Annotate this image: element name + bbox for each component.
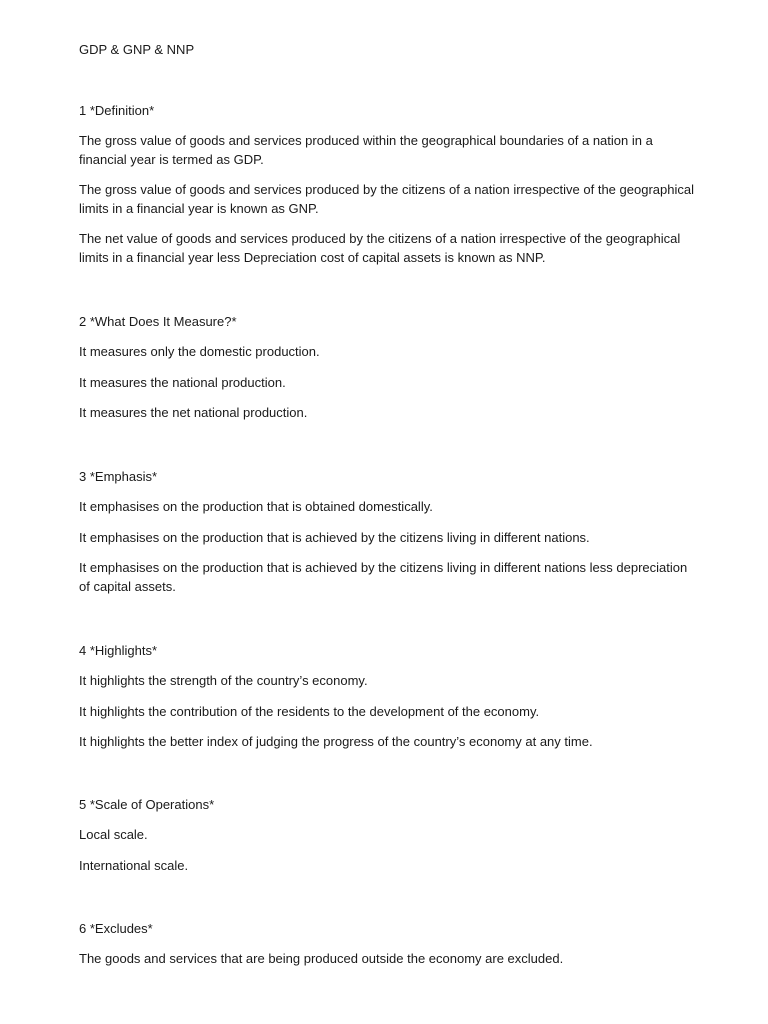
- scale-local: Local scale.: [79, 827, 148, 842]
- section-definition: [79, 102, 699, 267]
- emphasis-gdp: It emphasises on the production that is obtained domestically.: [79, 499, 433, 514]
- emphasis-gnp: It emphasises on the production that is achieved by the citizens living in different nations.: [79, 529, 590, 545]
- section-what-does-it-measure: [79, 313, 699, 423]
- document-title: GDP & GNP & NNP: [79, 42, 195, 57]
- definition-gdp: The gross value of goods and services produced within the geographical boundaries of a nation in a financial year is termed as GDP.: [79, 133, 653, 167]
- section-emphasis: [79, 468, 699, 596]
- excludes-gdp: The goods and services that are being produced outside the economy are excluded.: [79, 951, 564, 966]
- section-heading: 5 *Scale of Operations*: [79, 797, 215, 812]
- section-heading: 3 *Emphasis*: [79, 469, 158, 484]
- section-excludes: [79, 920, 699, 969]
- section-scale-of-operations: [79, 796, 699, 875]
- section-heading: 1 *Definition*: [79, 103, 155, 118]
- scale-international: International scale.: [79, 857, 189, 873]
- definition-gnp: The gross value of goods and services produced by the citizens of a nation irrespective of the geographical limits in a financial year is known as GNP.: [79, 182, 694, 216]
- section-highlights: [79, 642, 699, 752]
- section-heading: 2 *What Does It Measure?*: [79, 314, 237, 329]
- section-heading: 6 *Excludes*: [79, 921, 153, 936]
- highlights-nnp: It highlights the better index of judging the progress of the country’s economy at any time.: [79, 734, 593, 749]
- definition-nnp: The net value of goods and services produced by the citizens of a nation irrespective of the geographical limits in a financial year less Depreciation cost of capital assets is known as NNP.: [79, 231, 681, 265]
- emphasis-nnp: It emphasises on the production that is achieved by the citizens living in different nations less depreciation of capital assets.: [79, 560, 688, 594]
- highlights-gdp: It highlights the strength of the country’s economy.: [79, 673, 368, 688]
- measure-gdp: It measures only the domestic production.: [79, 344, 320, 359]
- measure-gnp: It measures the national production.: [79, 374, 286, 390]
- section-heading: 4 *Highlights*: [79, 643, 158, 658]
- measure-nnp: It measures the net national production.: [79, 405, 308, 420]
- highlights-gnp: It highlights the contribution of the residents to the development of the economy.: [79, 703, 540, 719]
